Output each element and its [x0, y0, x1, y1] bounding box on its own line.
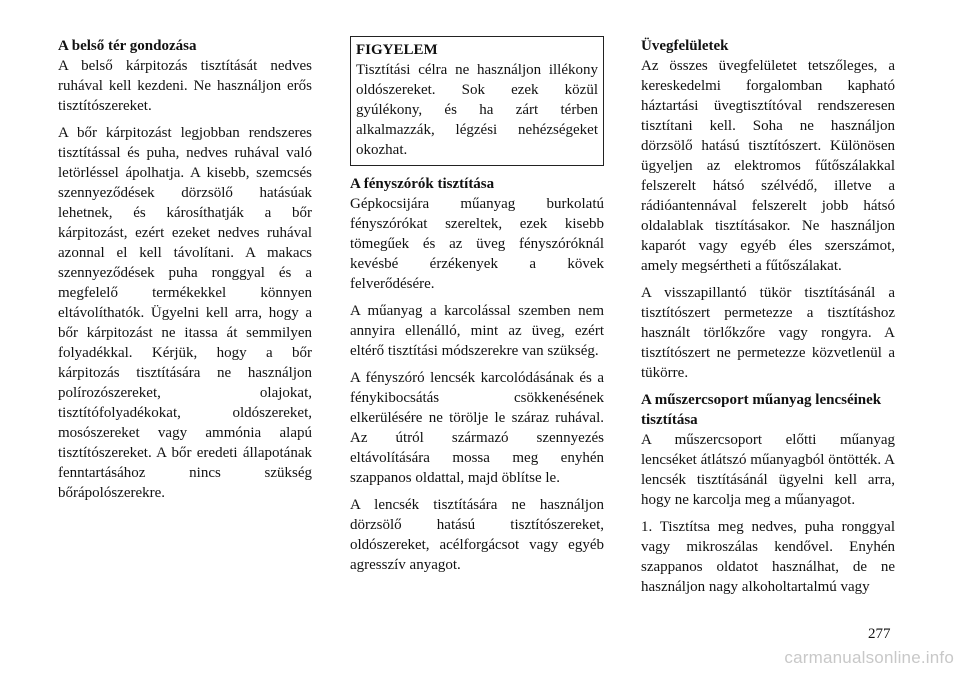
- page-number: 277: [868, 626, 891, 642]
- column-3: [641, 36, 895, 604]
- warning-text: Tisztítási célra ne használjon illékony oldószereket. Sok ezek közül gyúlékony, és ha zárt térben alkalmazzák, légzési nehézségeket okozhat.: [356, 62, 598, 158]
- warning-box: [350, 36, 604, 166]
- paragraph: A műszercsoport előtti műanyag lencséket átlátszó műanyagból öntötték. A lencsék tisztításánál ügyelni kell arra, hogy ne karcolja meg a műanyagot.: [641, 432, 895, 508]
- paragraph: Az összes üvegfelületet tetszőleges, a kereskedelmi forgalomban kapható háztartási üvegtisztítóval rendszeresen tisztítani kell. Soha ne használjon dörzsölő hatású tisztítószert. Különösen ügyeljen az elektromos fűtőszálakkal felszerelt hátsó szélvédő, illetve a rádióantennával felszerelt jobb hátsó oldalablak tisztításakor. Ne használjon kaparót vagy egyéb éles szerszámot, amely megsértheti a fűtőszálakat.: [641, 58, 895, 274]
- watermark: carmanualsonline.info: [784, 648, 954, 667]
- paragraph: A belső kárpitozás tisztítását nedves ruhával kell kezdeni. Ne használjon erős tisztítószereket.: [58, 58, 312, 114]
- section-heading-glass: Üvegfelületek: [641, 38, 729, 54]
- section-heading-headlights: A fényszórók tisztítása: [350, 176, 495, 192]
- section-heading-interior-care: A belső tér gondozása: [58, 38, 197, 54]
- paragraph: 1. Tisztítsa meg nedves, puha ronggyal vagy mikroszálas kendővel. Enyhén szappanos oldatot használhat, de ne használjon nagy alkoholtartalmú vagy: [641, 519, 895, 595]
- column-2: [350, 36, 604, 582]
- section-heading-instrument-lens: A műszercsoport műanyag lencséinek tisztítása: [641, 392, 882, 428]
- paragraph: A visszapillantó tükör tisztításánál a tisztítószert permetezze a tisztításhoz használt törlőkzőre vagy rongyra. A tisztítószert ne permetezze közvetlenül a tükörre.: [641, 285, 895, 381]
- paragraph: A lencsék tisztítására ne használjon dörzsölő hatású tisztítószereket, oldószereket, acélforgácsot vagy egyéb agresszív anyagot.: [350, 497, 604, 573]
- warning-title: FIGYELEM: [356, 42, 438, 58]
- paragraph: A bőr kárpitozást legjobban rendszeres tisztítással és puha, nedves ruhával való letörléssel ápolhatja. A kisebb, szemcsés szennyeződések dörzsölő hatásúak lehetnek, és károsíthatják a bőr kárpitozást, ezért ezeket nedves ruhával azonnal el kell távolítani. A makacs szennyeződések puha ronggyal és a megfelelő termékekkel könnyen eltávolíthatók. Ügyelni kell arra, hogy a bőr kárpitozást ne itassa át semmilyen folyadékkal. Kérjük, hogy a bőr kárpitozás tisztítására ne használjon polírozószereket, olajokat, tisztítófolyadékokat, oldószereket, mosószereket vagy ammónia alapú tisztítószereket. A bőr eredeti állapotának fenntartásához nincs szükség bőrápolószerekre.: [58, 125, 312, 501]
- paragraph: Gépkocsijára műanyag burkolatú fényszórókat szereltek, ezek kisebb tömegűek és az üveg fényszóróknál kevésbé érzékenyek a kövek felverődésére.: [350, 196, 604, 292]
- paragraph: A fényszóró lencsék karcolódásának és a fénykibocsátás csökkenésének elkerülésére ne törölje le száraz ruhával. Az útról származó szennyezés eltávolítására mossa meg enyhén szappanos oldattal, majd öblítse le.: [350, 370, 604, 486]
- column-1: [58, 36, 312, 510]
- paragraph: A műanyag a karcolással szemben nem annyira ellenálló, mint az üveg, ezért eltérő tisztítási módszerekre van szükség.: [350, 303, 604, 359]
